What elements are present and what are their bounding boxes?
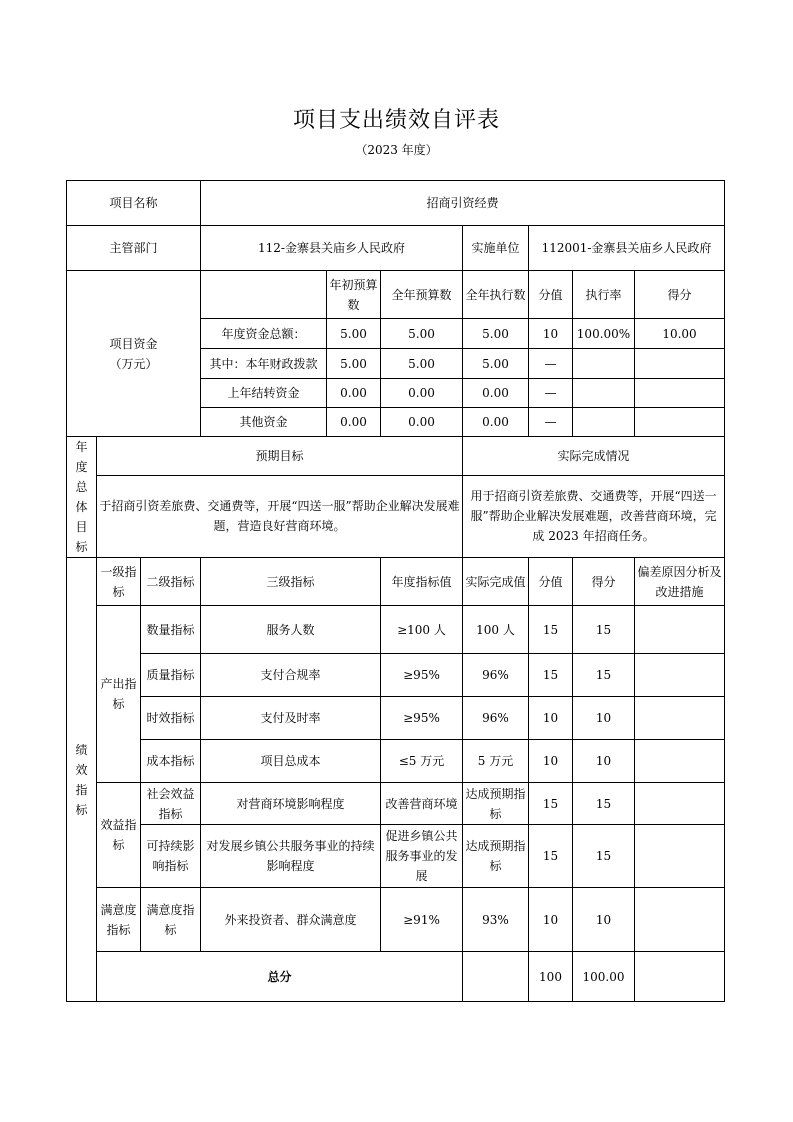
performance-table	[66, 180, 725, 1002]
goals-label: 年度总体目标	[67, 437, 97, 558]
ind-level2: 数量指标	[141, 606, 201, 654]
ind-actual: 5 万元	[463, 740, 529, 783]
funds-cell: 10.00	[635, 319, 725, 349]
ind-weight: 15	[529, 825, 573, 888]
ind-header-remark: 偏差原因分析及改进措施	[635, 558, 725, 606]
ind-remark	[635, 740, 725, 783]
ind-remark	[635, 654, 725, 697]
page-title: 项目支出绩效自评表	[292, 108, 500, 133]
ind-actual: 93%	[463, 888, 529, 952]
ind-score: 10	[573, 740, 635, 783]
ind-level3: 支付及时率	[201, 697, 381, 740]
ind-level3: 项目总成本	[201, 740, 381, 783]
total-blank	[463, 952, 529, 1002]
ind-level2: 可持续影响指标	[141, 825, 201, 888]
ind-target: ≥91%	[381, 888, 463, 952]
ind-score: 15	[573, 783, 635, 825]
ind-target: 促进乡镇公共服务事业的发展	[381, 825, 463, 888]
funds-header-annual: 全年预算数	[381, 271, 463, 319]
ind-level3: 支付合规率	[201, 654, 381, 697]
ind-header-weight: 分值	[529, 558, 573, 606]
ind-target: ≥100 人	[381, 606, 463, 654]
page-subtitle: （2023 年度）	[355, 143, 438, 157]
funds-cell: 10	[529, 319, 573, 349]
funds-header-blank	[201, 271, 327, 319]
ind-header-level3: 三级指标	[201, 558, 381, 606]
ind-level3: 对发展乡镇公共服务事业的持续影响程度	[201, 825, 381, 888]
ind-target: ≤5 万元	[381, 740, 463, 783]
ind-weight: 15	[529, 654, 573, 697]
funds-cell: 5.00	[463, 349, 529, 379]
unit-label: 实施单位	[463, 226, 529, 271]
funds-row-label: 其中：本年财政拨款	[201, 349, 327, 379]
ind-weight: 10	[529, 697, 573, 740]
funds-cell	[573, 379, 635, 408]
ind-level1: 满意度指标	[97, 888, 141, 952]
ind-actual: 96%	[463, 654, 529, 697]
funds-cell: 5.00	[327, 319, 381, 349]
ind-score: 15	[573, 825, 635, 888]
funds-header-score: 得分	[635, 271, 725, 319]
ind-remark	[635, 783, 725, 825]
ind-level2: 时效指标	[141, 697, 201, 740]
ind-level3: 对营商环境影响程度	[201, 783, 381, 825]
ind-target: ≥95%	[381, 654, 463, 697]
ind-score: 10	[573, 888, 635, 952]
funds-cell: 0.00	[463, 408, 529, 437]
ind-remark	[635, 606, 725, 654]
funds-cell: 5.00	[381, 349, 463, 379]
ind-weight: 15	[529, 783, 573, 825]
funds-label-cell	[67, 271, 201, 437]
ind-level1: 产出指标	[97, 606, 141, 783]
ind-weight: 15	[529, 606, 573, 654]
funds-cell	[573, 349, 635, 379]
ind-header-level2: 二级指标	[141, 558, 201, 606]
goals-actual-text: 用于招商引资差旅费、交通费等，开展“四送一服”帮助企业解决发展难题，改善营商环境，完成 2023 年招商任务。	[463, 475, 725, 557]
funds-row-label: 上年结转资金	[201, 379, 327, 408]
ind-score: 15	[573, 606, 635, 654]
ind-level1: 效益指标	[97, 783, 141, 888]
funds-cell: 100.00%	[573, 319, 635, 349]
funds-header-initial: 年初预算数	[327, 271, 381, 319]
ind-level3: 服务人数	[201, 606, 381, 654]
goals-expected-text: 于招商引资差旅费、交通费等，开展“四送一服”帮助企业解决发展难题，营造良好营商环境。	[97, 475, 463, 557]
funds-cell: 5.00	[463, 319, 529, 349]
funds-cell: —	[529, 408, 573, 437]
ind-remark	[635, 697, 725, 740]
funds-label: 项目资金	[109, 336, 158, 351]
funds-cell: 0.00	[381, 408, 463, 437]
ind-header-target: 年度指标值	[381, 558, 463, 606]
dept-label: 主管部门	[67, 226, 201, 271]
ind-weight: 10	[529, 740, 573, 783]
goals-actual-header: 实际完成情况	[463, 437, 725, 476]
funds-cell: 0.00	[381, 379, 463, 408]
funds-cell	[635, 408, 725, 437]
funds-row-label: 其他资金	[201, 408, 327, 437]
funds-header-rate: 执行率	[573, 271, 635, 319]
funds-header-executed: 全年执行数	[463, 271, 529, 319]
ind-actual: 96%	[463, 697, 529, 740]
ind-weight: 10	[529, 888, 573, 952]
funds-cell: 5.00	[327, 349, 381, 379]
ind-remark	[635, 888, 725, 952]
indicators-label: 绩效指标	[67, 558, 97, 1002]
ind-actual: 100 人	[463, 606, 529, 654]
funds-cell	[573, 408, 635, 437]
project-name-label: 项目名称	[67, 181, 201, 226]
unit-value: 112001-金寨县关庙乡人民政府	[529, 226, 725, 271]
ind-level2: 满意度指标	[141, 888, 201, 952]
ind-actual: 达成预期指标	[463, 825, 529, 888]
total-weight: 100	[529, 952, 573, 1002]
ind-score: 10	[573, 697, 635, 740]
ind-header-actual: 实际完成值	[463, 558, 529, 606]
funds-cell: —	[529, 379, 573, 408]
funds-cell: —	[529, 349, 573, 379]
ind-level3: 外来投资者、群众满意度	[201, 888, 381, 952]
funds-cell	[635, 349, 725, 379]
goals-expected-header: 预期目标	[97, 437, 463, 476]
funds-row-label: 年度资金总额：	[201, 319, 327, 349]
dept-value: 112-金寨县关庙乡人民政府	[201, 226, 463, 271]
ind-remark	[635, 825, 725, 888]
total-label: 总分	[97, 952, 463, 1002]
funds-cell: 0.00	[463, 379, 529, 408]
ind-header-score: 得分	[573, 558, 635, 606]
total-remark	[635, 952, 725, 1002]
funds-header-weight: 分值	[529, 271, 573, 319]
ind-level2: 质量指标	[141, 654, 201, 697]
total-score: 100.00	[573, 952, 635, 1002]
funds-label-unit: （万元）	[109, 356, 158, 371]
ind-level2: 社会效益指标	[141, 783, 201, 825]
funds-cell: 5.00	[381, 319, 463, 349]
funds-cell: 0.00	[327, 408, 381, 437]
ind-target: 改善营商环境	[381, 783, 463, 825]
ind-target: ≥95%	[381, 697, 463, 740]
funds-cell: 0.00	[327, 379, 381, 408]
project-name-value: 招商引资经费	[201, 181, 725, 226]
ind-level2: 成本指标	[141, 740, 201, 783]
funds-cell	[635, 379, 725, 408]
ind-header-level1: 一级指标	[97, 558, 141, 606]
ind-score: 15	[573, 654, 635, 697]
ind-actual: 达成预期指标	[463, 783, 529, 825]
